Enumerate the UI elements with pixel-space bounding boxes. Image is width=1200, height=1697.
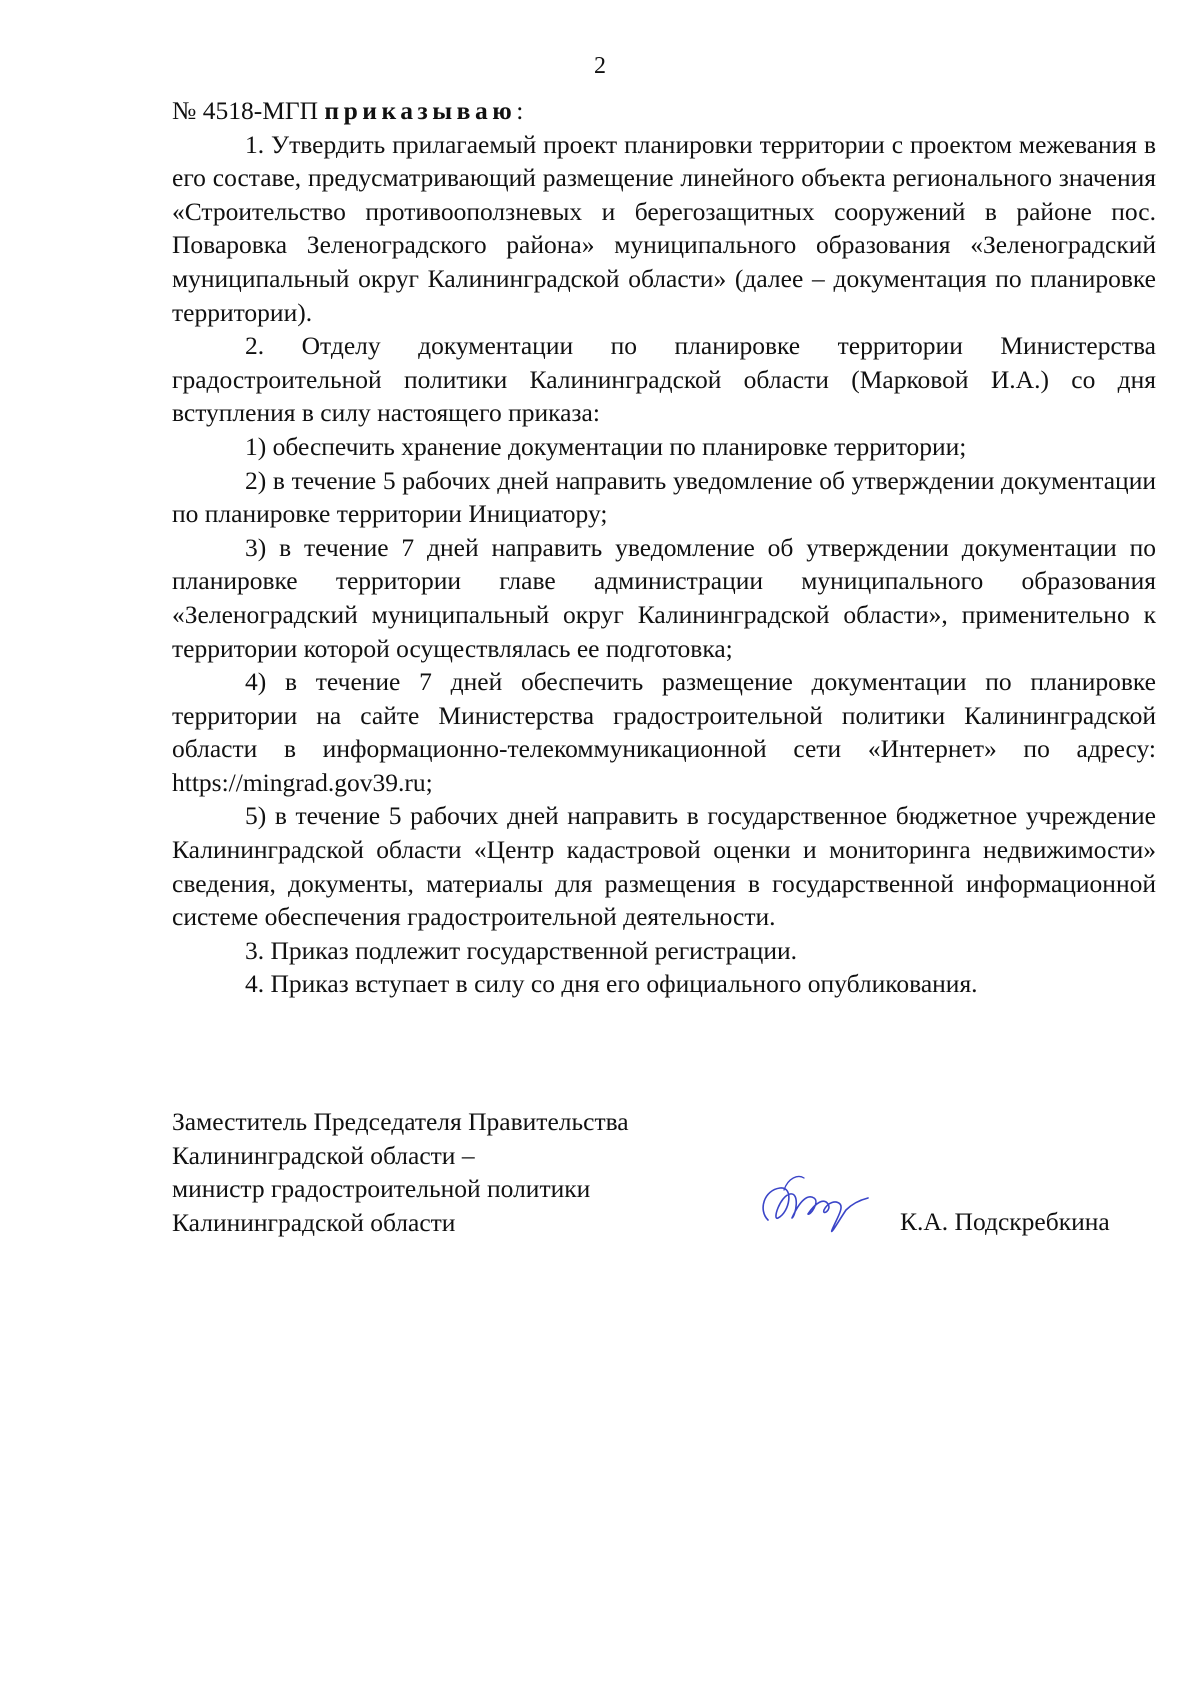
order-colon: : bbox=[516, 96, 524, 125]
page-number: 2 bbox=[594, 53, 606, 79]
paragraph-item-1: 1. Утвердить прилагаемый проект планировки территории с проектом межевания в его составе, предусматривающий размещение линейного объекта регионального значения «Строительство противооползневых и берегозащитных сооружений в районе пос. Поваровка Зеленоградского района» муниципального образования «Зеленоградский муниципальный округ Калининградской области» (далее – документация по планировке территории). bbox=[172, 129, 1156, 327]
handwritten-signature bbox=[750, 1160, 870, 1250]
order-body bbox=[172, 94, 1156, 1001]
paragraph-item-3: 3. Приказ подлежит государственной регистрации. bbox=[245, 935, 797, 965]
signatory-title-line-3: министр градостроительной политики bbox=[172, 1174, 591, 1204]
paragraph-item-4: 4. Приказ вступает в силу со дня его официального опубликования. bbox=[245, 969, 978, 999]
order-reference: № 4518-МГП bbox=[172, 96, 325, 125]
subitem-4: 4) в течение 7 дней обеспечить размещение документации по планировке территории на сайте Министерства градостроительной политики Калининградской области в информационно-телекоммуникационной сети «Интернет» по адресу: https://mingrad.gov39.ru; bbox=[172, 667, 1156, 797]
signer-name: К.А. Подскребкина bbox=[900, 1207, 1110, 1236]
subitem-1: 1) обеспечить хранение документации по планировке территории; bbox=[245, 431, 967, 461]
subitem-3: 3) в течение 7 дней направить уведомление об утверждении документации по планировке территории главе администрации муниципального образования «Зеленоградский муниципальный округ Калининградской области», применительно к территории которой осуществлялась ее подготовка; bbox=[172, 532, 1156, 663]
signatory-title-block bbox=[172, 1105, 629, 1239]
signatory-title-line-4: Калининградской области bbox=[172, 1207, 456, 1237]
order-verb: приказываю bbox=[324, 96, 517, 125]
subitem-2: 2) в течение 5 рабочих дней направить уведомление об утверждении документации по планировке территории Инициатору; bbox=[172, 465, 1156, 529]
signatory-title-line-1: Заместитель Председателя Правительства bbox=[172, 1107, 629, 1136]
paragraph-item-2: 2. Отделу документации по планировке территории Министерства градостроительной политики Калининградской области (Марковой И.А.) со дня вступления в силу настоящего приказа: bbox=[172, 331, 1156, 428]
order-opening bbox=[172, 94, 1156, 128]
subitem-5: 5) в течение 5 рабочих дней направить в государственное бюджетное учреждение Калининградской области «Центр кадастровой оценки и мониторинга недвижимости» сведения, документы, материалы для размещения в государственной информационной системе обеспечения градостроительной деятельности. bbox=[172, 801, 1156, 932]
signatory-title-line-2: Калининградской области – bbox=[172, 1140, 475, 1170]
